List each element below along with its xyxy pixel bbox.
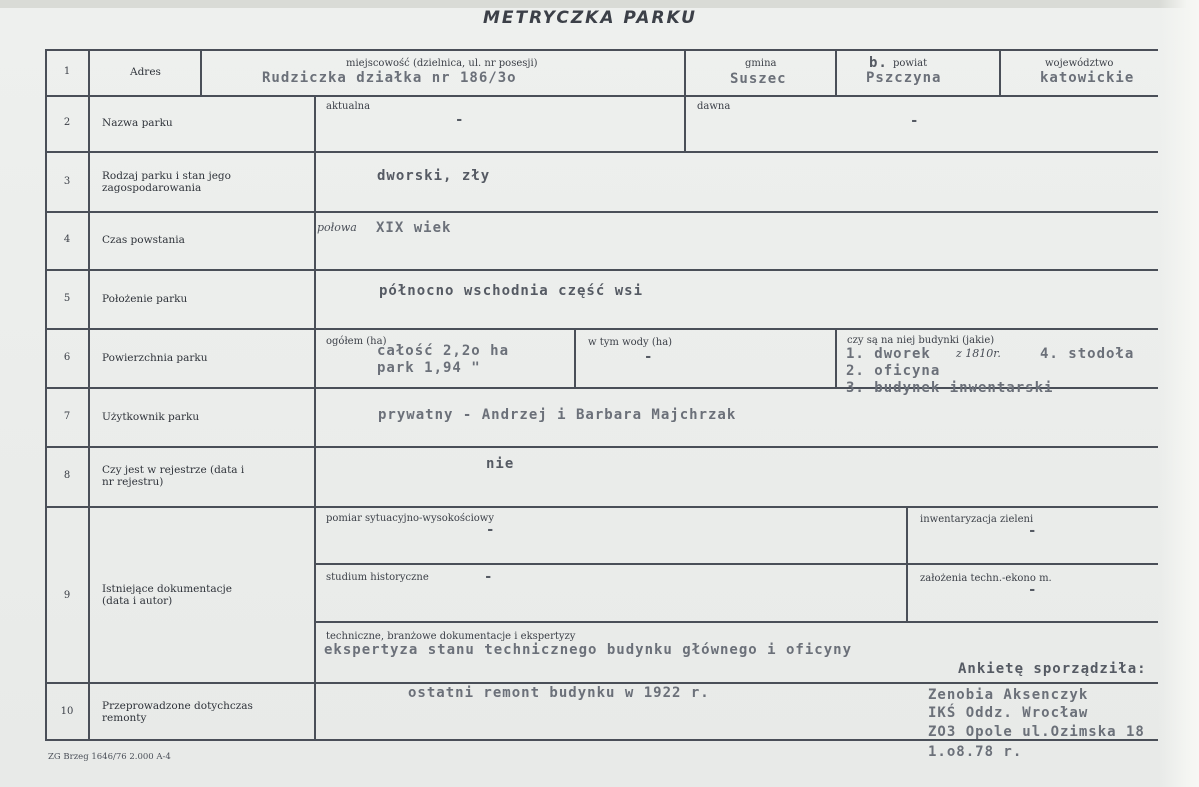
form-title: METRYCZKA PARKU [483, 8, 697, 28]
value-autor-1: Zenobia Aksenczyk [928, 687, 1089, 703]
value-budynek-4: 4. stodoła [1040, 346, 1135, 362]
row-divider [45, 151, 1158, 153]
value-powierzchnia-1: całość 2,2o ha [377, 343, 510, 359]
row-label-dokumentacje: Istniejące dokumentacje (data i autor) [102, 583, 232, 607]
value-zalozenia: - [1028, 582, 1037, 598]
value-autor-3: ZO3 Opole ul.Ozimska 18 [928, 724, 1145, 740]
table-border [45, 49, 47, 741]
row-divider [45, 211, 1158, 213]
header-gmina: gmina [745, 58, 777, 69]
value-budynek-2: 2. oficyna [846, 363, 941, 379]
row-divider [45, 682, 1158, 684]
header-dawna: dawna [697, 101, 731, 112]
header-zalozenia: założenia techn.-ekono m. [920, 573, 1052, 584]
value-gmina: Suszec [730, 71, 787, 87]
row-number: 7 [63, 411, 71, 422]
value-powierzchnia-2: park 1,94 " [377, 360, 481, 376]
row-divider [45, 95, 1158, 97]
value-autor-2: IKŚ Oddz. Wrocław [928, 705, 1089, 721]
row-label-uzytkownik: Użytkownik parku [102, 411, 200, 423]
value-nazwa-aktualna: - [455, 112, 464, 128]
value-ankiete: Ankietę sporządziła: [958, 661, 1147, 677]
header-inwentaryzacja: inwentaryzacja zieleni [920, 514, 1034, 525]
table-border [45, 49, 1158, 51]
row-number: 3 [63, 176, 71, 187]
value-powiat-prefix: b. [869, 55, 888, 71]
header-studium: studium historyczne [326, 572, 429, 583]
value-budynek-1: 1. dworek [846, 346, 931, 362]
header-ogolem: ogółem (ha) [326, 336, 387, 347]
row-divider [45, 446, 1158, 448]
header-budynki: czy są na niej budynki (jakie) [847, 335, 995, 346]
header-techniczne: techniczne, branżowe dokumentacje i ekspertyzy [326, 631, 576, 642]
value-adres: Rudziczka działka nr 186/3o [262, 70, 517, 86]
value-budynek-3: 3. budynek inwentarski [846, 380, 1054, 396]
value-czas: XIX wiek [376, 220, 452, 236]
column-divider [574, 328, 576, 389]
header-aktualna: aktualna [326, 101, 371, 112]
value-uzytkownik: prywatny - Andrzej i Barbara Majchrzak [378, 407, 737, 423]
row-label-rejestr: Czy jest w rejestrze (data i nr rejestru) [102, 464, 245, 488]
column-divider [684, 49, 686, 153]
value-wojewodztwo: katowickie [1040, 70, 1135, 86]
value-autor-4: 1.o8.78 r. [928, 744, 1023, 760]
header-pomiar: pomiar sytuacyjno-wysokościowy [326, 513, 495, 524]
row-label-rodzaj: Rodzaj parku i stan jego zagospodarowania [102, 170, 231, 194]
value-rejestr: nie [486, 456, 515, 472]
column-divider [314, 95, 316, 741]
row-label-czas: Czas powstania [102, 234, 185, 246]
header-miejscowosc: miejscowość (dzielnica, ul. nr posesji) [346, 58, 538, 69]
print-footer: ZG Brzeg 1646/76 2.000 A-4 [48, 752, 171, 762]
value-czas-handwritten: połowa [317, 221, 357, 234]
value-nazwa-dawna: - [910, 113, 919, 129]
row-number: 2 [63, 117, 71, 128]
row-number: 10 [60, 706, 74, 717]
row-label-adres: Adres [130, 66, 161, 78]
row-number: 8 [63, 470, 71, 481]
row-number: 9 [63, 590, 71, 601]
header-w-tym-wody: w tym wody (ha) [588, 337, 673, 348]
row-label-powierzchnia: Powierzchnia parku [102, 352, 208, 364]
row-divider [45, 506, 1158, 508]
value-polozenie: północno wschodnia część wsi [379, 283, 644, 299]
value-studium: - [484, 569, 493, 585]
value-inwentaryzacja: - [1028, 523, 1037, 539]
row-number: 4 [63, 234, 71, 245]
column-divider [88, 49, 90, 741]
row-divider [45, 328, 1158, 330]
row-number: 1 [63, 66, 71, 77]
row-divider [315, 621, 1158, 623]
row-divider [45, 269, 1158, 271]
column-divider [906, 506, 908, 623]
column-divider [200, 49, 202, 96]
column-divider [999, 49, 1001, 96]
row-label-polozenie: Położenie parku [102, 293, 188, 305]
value-remont: ostatni remont budynku w 1922 r. [408, 685, 710, 701]
column-divider [835, 49, 837, 96]
row-divider [315, 563, 1158, 565]
row-label-remonty: Przeprowadzone dotychczas remonty [102, 700, 253, 724]
value-powiat: Pszczyna [866, 70, 942, 86]
value-wody: - [644, 349, 653, 365]
paper-right-edge [1159, 0, 1199, 787]
column-divider [835, 328, 837, 389]
row-label-nazwa: Nazwa parku [102, 117, 173, 129]
row-number: 5 [63, 293, 71, 304]
header-powiat: powiat [893, 58, 928, 69]
value-ekspertyza: ekspertyza stanu technicznego budynku głównego i oficyny [324, 642, 853, 658]
value-pomiar: - [486, 522, 495, 538]
header-wojewodztwo: województwo [1045, 58, 1114, 69]
row-number: 6 [63, 352, 71, 363]
value-rodzaj: dworski, zły [377, 168, 491, 184]
value-budynek-1-handwritten: z 1810r. [956, 347, 1001, 360]
paper-top-edge [0, 0, 1199, 8]
